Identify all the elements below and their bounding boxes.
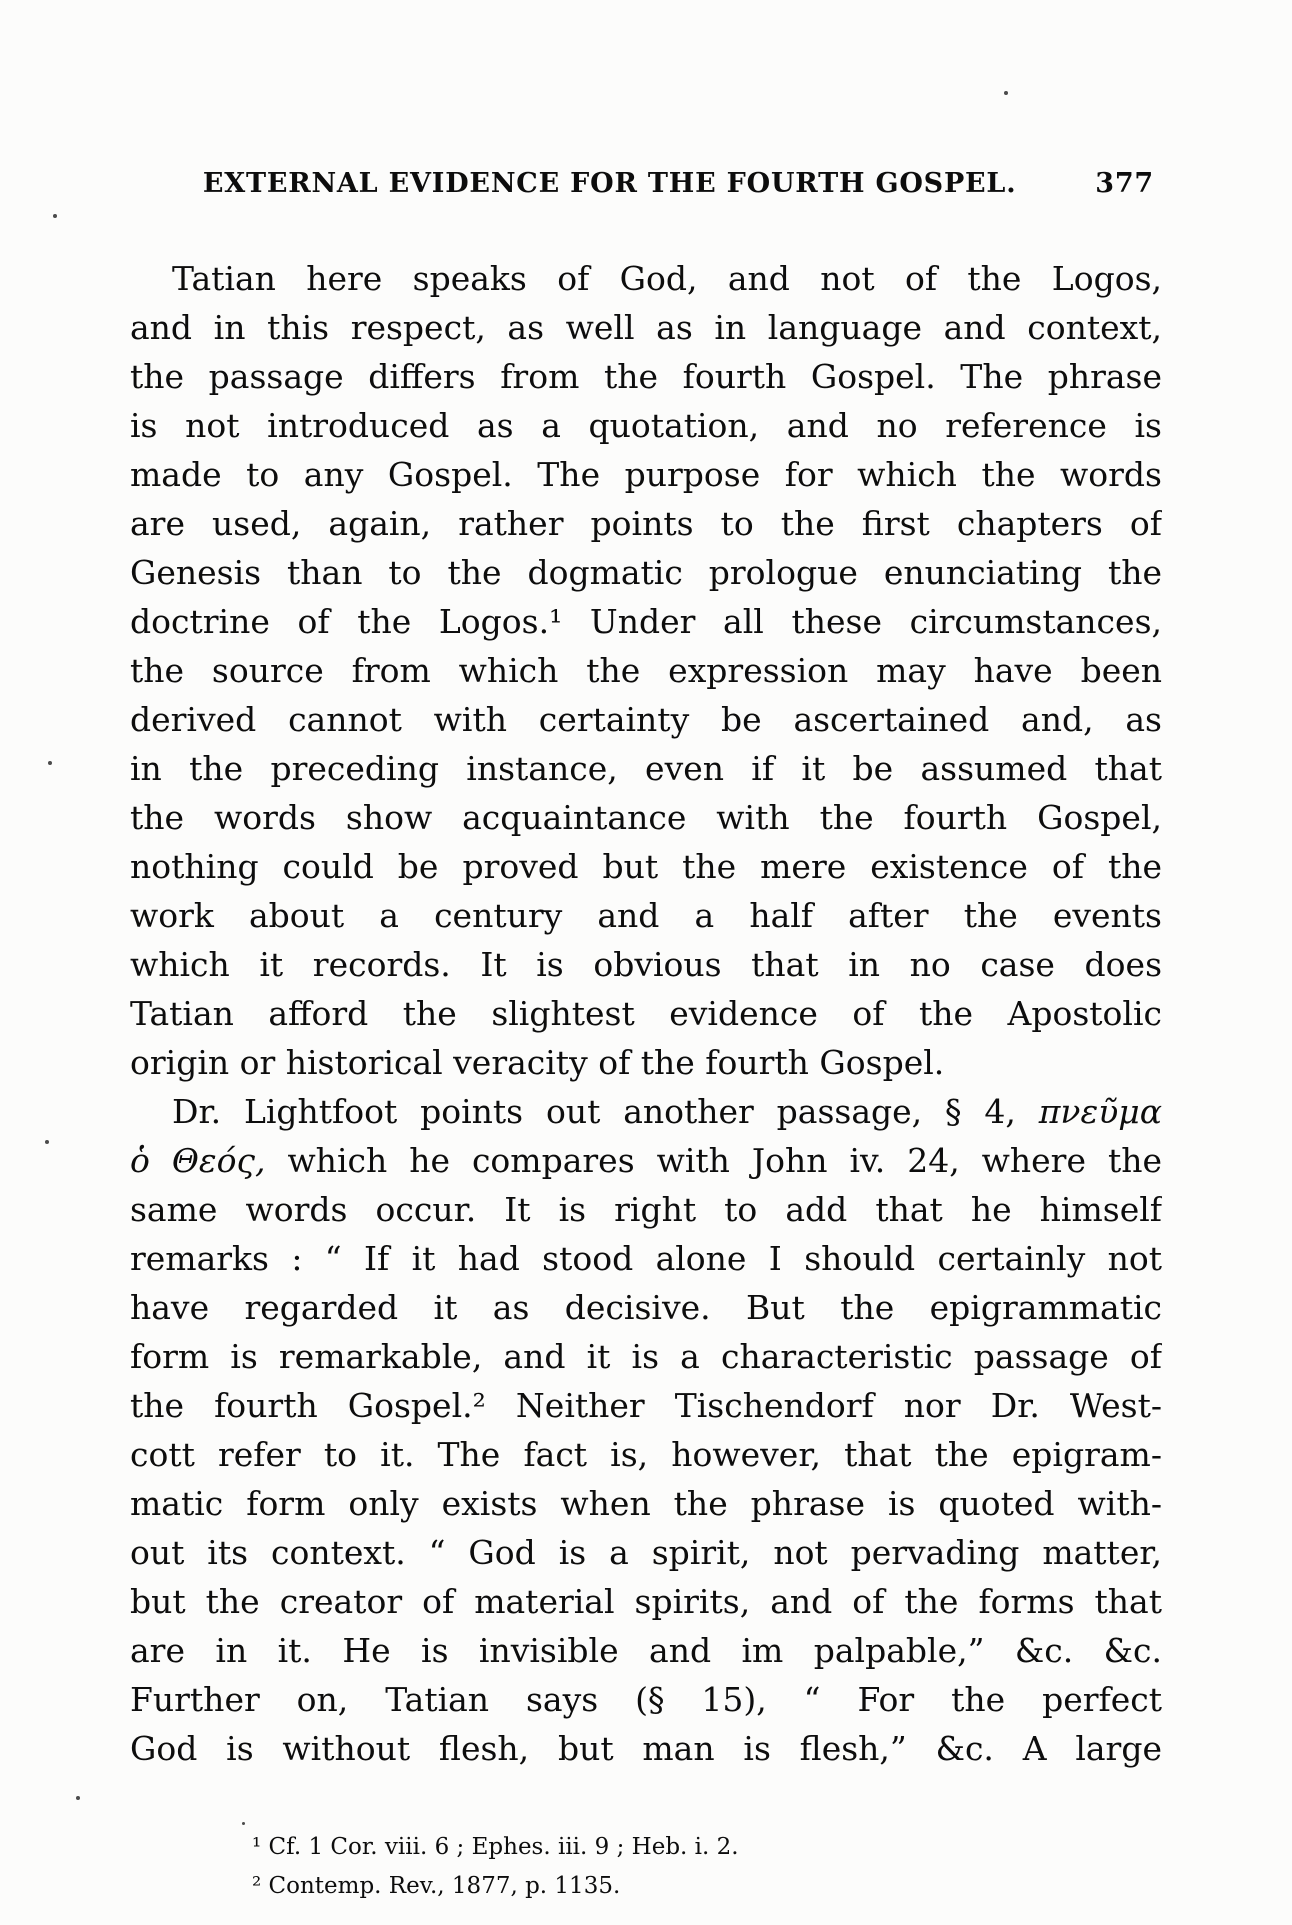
footnote-2: ² Contemp. Rev., 1877, p. 1135. — [252, 1873, 621, 1899]
scan-speck — [48, 761, 52, 765]
text-line: work about a century and a half after the events — [130, 896, 1162, 935]
text-line: have regarded it as decisive. But the epigrammatic — [130, 1288, 1162, 1327]
text-line: matic form only exists when the phrase is quoted with- — [130, 1484, 1162, 1523]
text-line: cott refer to it. The fact is, however, that the epigram- — [130, 1435, 1162, 1474]
text-line: the passage differs from the fourth Gospel. The phrase — [130, 357, 1162, 396]
scan-speck — [1004, 91, 1008, 95]
text-line: but the creator of material spirits, and of the forms that — [130, 1582, 1162, 1621]
text-line: derived cannot with certainty be ascertained and, as — [130, 700, 1162, 739]
scan-speck — [242, 1822, 245, 1825]
text-line: is not introduced as a quotation, and no reference is — [130, 406, 1162, 445]
text-line: in the preceding instance, even if it be assumed that — [130, 749, 1162, 788]
running-head-title: EXTERNAL EVIDENCE FOR THE FOURTH GOSPEL. — [202, 168, 1017, 199]
text-line: and in this respect, as well as in language and context, — [130, 308, 1162, 347]
text-line: out its context. “ God is a spirit, not pervading matter, — [130, 1533, 1162, 1572]
text-line: which it records. It is obvious that in no case does — [130, 945, 1162, 984]
text-line: the source from which the expression may have been — [130, 651, 1162, 690]
footnote-1: ¹ Cf. 1 Cor. viii. 6 ; Ephes. iii. 9 ; Heb. i. 2. — [252, 1834, 739, 1860]
text-line — [130, 1136, 1162, 1185]
paragraph-2 — [130, 1087, 1162, 1773]
text-line: Genesis than to the dogmatic prologue enunciating the — [130, 553, 1162, 592]
text-line: the words show acquaintance with the fourth Gospel, — [130, 798, 1162, 837]
footnotes — [252, 1828, 739, 1906]
text-line: nothing could be proved but the mere existence of the — [130, 847, 1162, 886]
text-line: same words occur. It is right to add that he himself — [130, 1190, 1162, 1229]
scan-speck — [76, 1796, 80, 1800]
greek-phrase: πνεῦμα — [1038, 1092, 1162, 1131]
running-head — [138, 168, 1154, 199]
page-number: 377 — [1095, 168, 1154, 199]
paragraph-1 — [130, 254, 1162, 1087]
text-fragment: Dr. Lightfoot points out another passage, § 4, — [172, 1092, 1016, 1131]
text-fragment: which he compares with John iv. 24, where the — [287, 1141, 1162, 1180]
text-line: origin or historical veracity of the fourth Gospel. — [130, 1043, 945, 1082]
text-line: are in it. He is invisible and im palpable,” &c. &c. — [130, 1631, 1162, 1670]
text-line: the fourth Gospel.² Neither Tischendorf nor Dr. West- — [130, 1386, 1162, 1425]
text-line: are used, again, rather points to the first chapters of — [130, 504, 1162, 543]
text-line: form is remarkable, and it is a characteristic passage of — [130, 1337, 1162, 1376]
text-line: made to any Gospel. The purpose for which the words — [130, 455, 1162, 494]
text-line: Further on, Tatian says (§ 15), “ For the perfect — [130, 1680, 1162, 1719]
text-line: doctrine of the Logos.¹ Under all these circumstances, — [130, 602, 1162, 641]
scan-speck — [53, 214, 57, 218]
scan-speck — [45, 1140, 49, 1144]
text-line: Tatian afford the slightest evidence of the Apostolic — [130, 994, 1162, 1033]
text-line — [130, 1087, 1162, 1136]
greek-phrase: ὁ Θεός, — [130, 1141, 266, 1180]
body-text — [130, 254, 1162, 1773]
text-line: Tatian here speaks of God, and not of the Logos, — [172, 259, 1162, 298]
text-line: remarks : “ If it had stood alone I should certainly not — [130, 1239, 1162, 1278]
text-line: God is without flesh, but man is flesh,” &c. A large — [130, 1729, 1162, 1768]
